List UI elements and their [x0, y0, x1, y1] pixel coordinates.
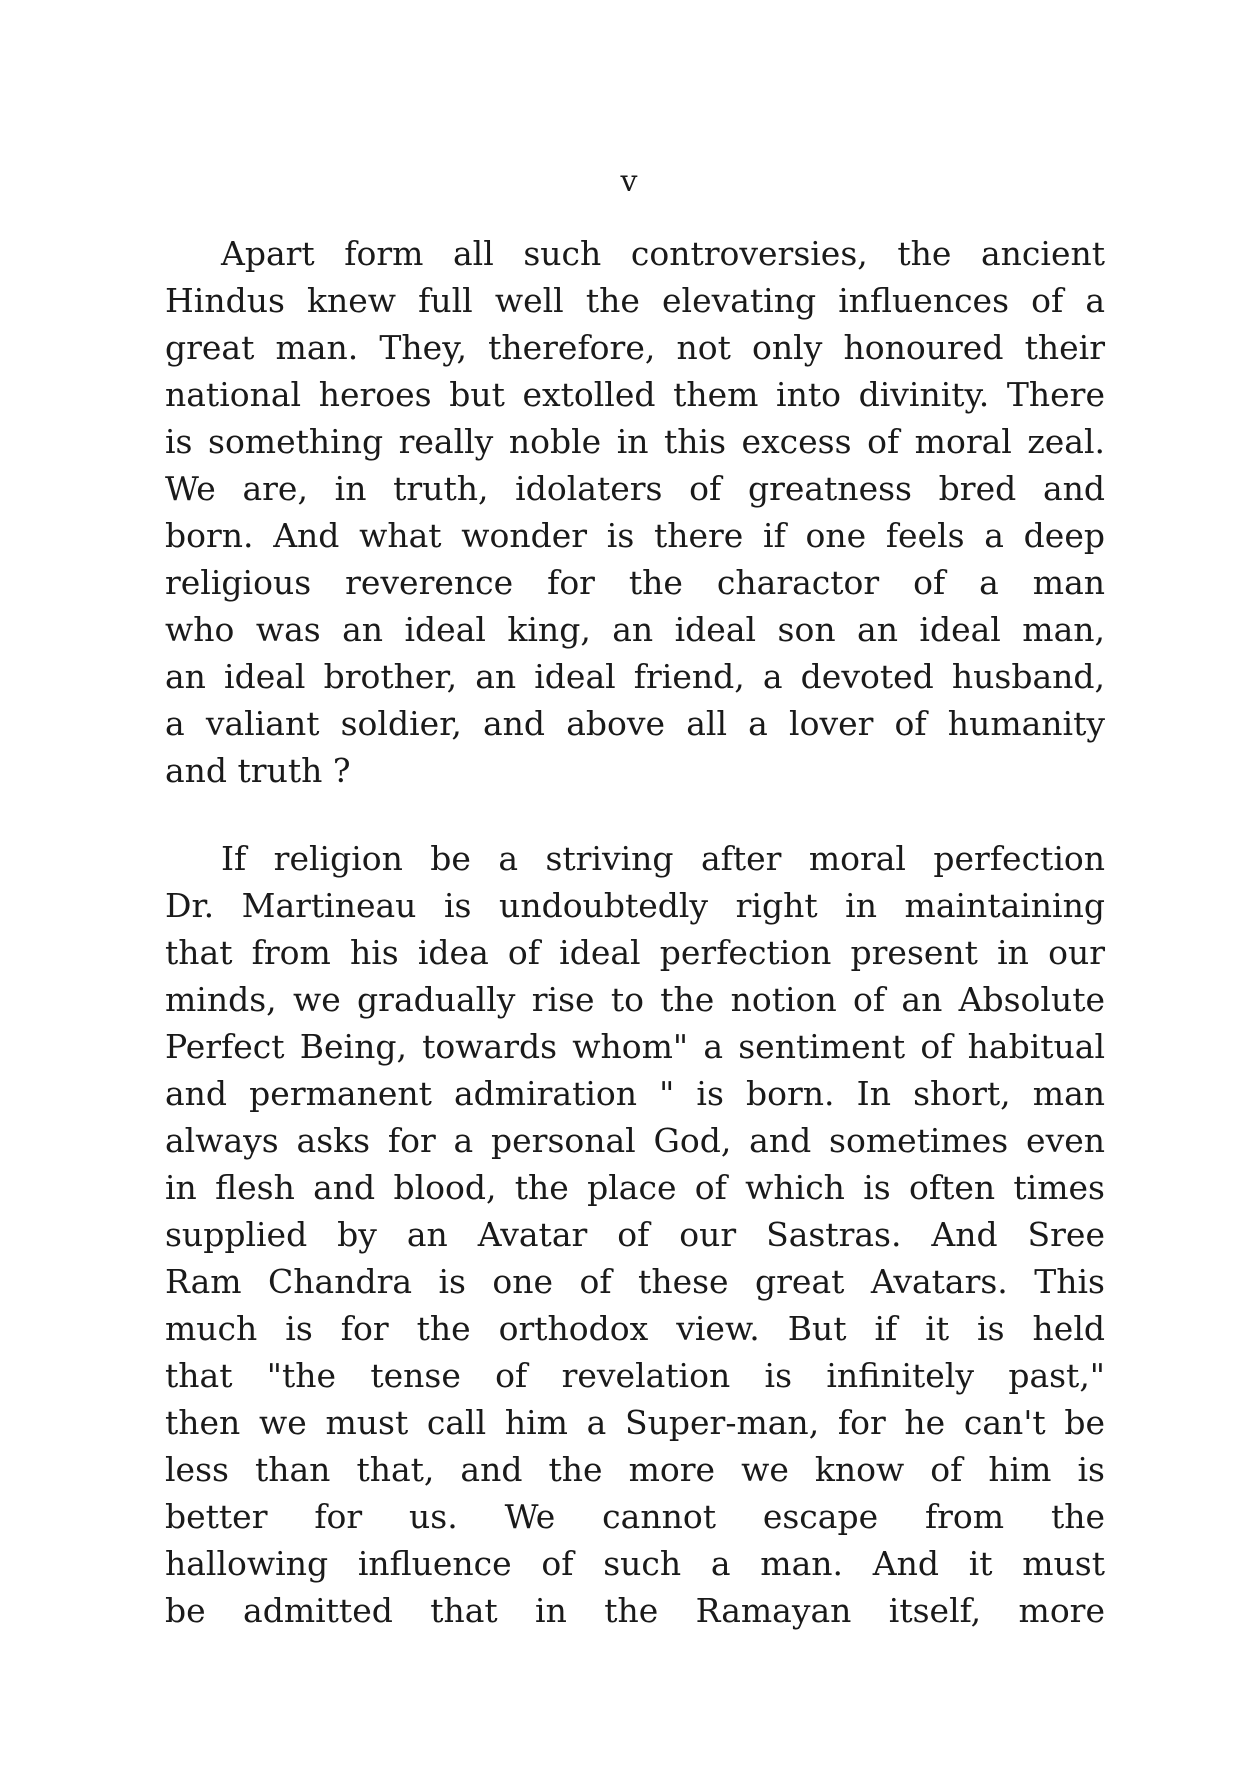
text-line: then we must call him a Super-man, for he can't be — [165, 1403, 1105, 1442]
text-line: Dr. Martineau is undoubtedly right in maintaining — [165, 886, 1105, 925]
text-line: We are, in truth, idolaters of greatness bred and — [165, 469, 1105, 508]
text-line: better for us. We cannot escape from the — [165, 1497, 1105, 1536]
text-line: much is for the orthodox view. But if it is held — [165, 1309, 1105, 1348]
text-line: less than that, and the more we know of him is — [165, 1450, 1105, 1489]
text-line: Perfect Being, towards whom" a sentiment of habitual — [165, 1027, 1105, 1066]
text-line: and permanent admiration " is born. In short, man — [165, 1074, 1105, 1113]
text-line: religious reverence for the charactor of a man — [165, 563, 1105, 602]
text-line: is something really noble in this excess of moral zeal. — [165, 422, 1105, 461]
text-line: that from his idea of ideal perfection present in our — [165, 933, 1105, 972]
text-line: that "the tense of revelation is infinitely past," — [165, 1356, 1105, 1395]
text-line: Ram Chandra is one of these great Avatars. This — [165, 1262, 1105, 1301]
text-line: always asks for a personal God, and sometimes even — [165, 1121, 1105, 1160]
text-line: hallowing influence of such a man. And it must — [165, 1544, 1105, 1583]
text-line: an ideal brother, an ideal friend, a devoted husband, — [165, 657, 1105, 696]
page-number: v — [620, 164, 639, 199]
text-line: born. And what wonder is there if one feels a deep — [165, 516, 1105, 555]
text-line: great man. They, therefore, not only honoured their — [165, 328, 1105, 367]
paragraph-2 — [165, 835, 1105, 1634]
text-line: supplied by an Avatar of our Sastras. And Sree — [165, 1215, 1105, 1254]
paragraph-1 — [165, 230, 1105, 794]
text-line: Apart form all such controversies, the ancient — [221, 234, 1105, 273]
text-line: minds, we gradually rise to the notion of an Absolute — [165, 980, 1105, 1019]
text-line: who was an ideal king, an ideal son an ideal man, — [165, 610, 1105, 649]
text-line: in flesh and blood, the place of which is often times — [165, 1168, 1105, 1207]
page-body — [165, 230, 1105, 1634]
text-line: national heroes but extolled them into divinity. There — [165, 375, 1105, 414]
text-line: be admitted that in the Ramayan itself, more — [165, 1591, 1105, 1630]
text-line: a valiant soldier, and above all a lover of humanity — [165, 704, 1105, 743]
text-line: and truth ? — [165, 751, 351, 790]
text-line: If religion be a striving after moral perfection — [221, 839, 1105, 878]
text-line: Hindus knew full well the elevating influences of a — [165, 281, 1105, 320]
